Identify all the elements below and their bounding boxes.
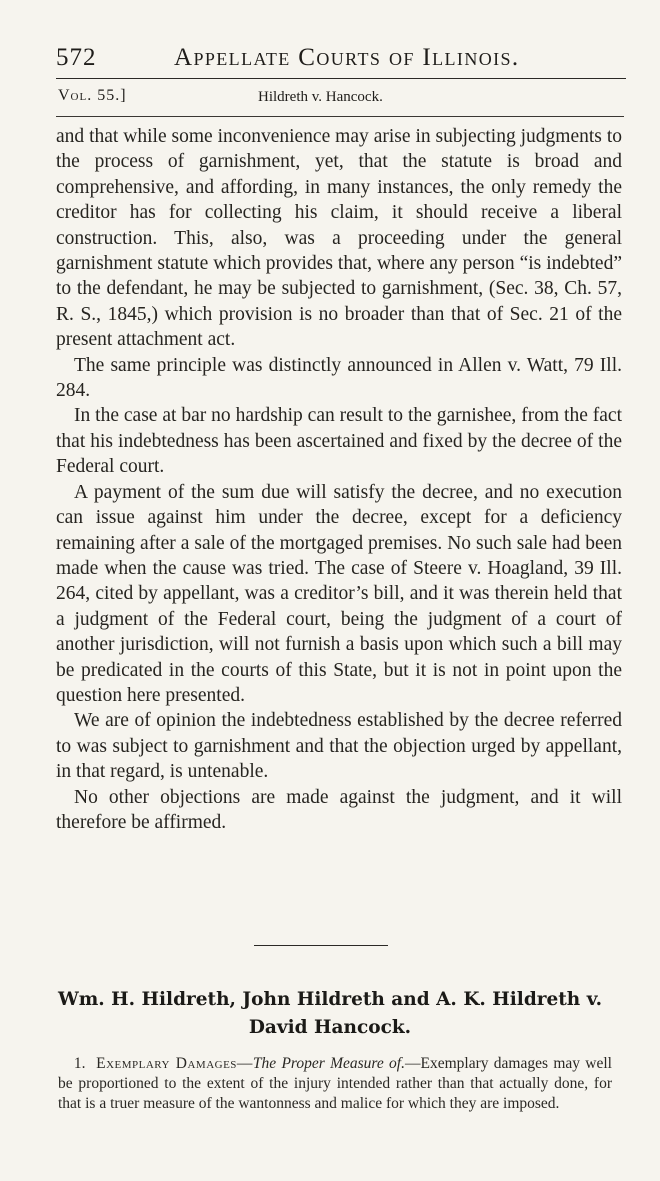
running-head — [56, 40, 626, 76]
headnote-subtopic: The Proper Measure of. — [252, 1055, 405, 1072]
subhead — [56, 84, 626, 114]
volume-label: Vol. 55.] — [58, 87, 127, 104]
paragraph: The same principle was distinctly announced in Allen v. Watt, 79 Ill. 284. — [56, 354, 622, 402]
case-running-title: Hildreth v. Hancock. — [258, 89, 383, 105]
headnote-number: 1. — [73, 1055, 86, 1072]
page-number: 572 — [56, 44, 97, 71]
paragraph: and that while some inconvenience may arise in subjecting judgments to the process of garnishment, yet, that the statute is broad and comprehensive, and affording, in many instances, the only remedy the creditor has for collecting his claim, it should receive a liberal construction. This, also, was a proceeding under the general garnishment statute which provides that, where any person “is indebted” to the defendant, he may be subjected to garnishment, (Sec. 38, Ch. 57, R. S., 1845,) which provision is no broader than that of Sec. 21 of the present attachment act. — [56, 126, 622, 351]
paragraph: We are of opinion the indebtedness established by the decree referred to was subject to garnishment and that the objection urged by appellant, in that regard, is untenable. — [56, 710, 622, 783]
book-title: Appellate Courts of Illinois. — [174, 44, 520, 71]
paragraph: A payment of the sum due will satisfy the decree, and no execution can issue against him under the decree, except for a deficiency remaining after a sale of the mortgaged premises. No such sale had been made when the cause was tried. The case of Steere v. Hoagland, 39 Ill. 264, cited by appellant, was a creditor’s bill, and it was therein held that a judgment of the Federal court, being the judgment of a court of another jurisdiction, will not furnish a basis upon which such a bill may be predicated in the courts of this State, but it is not in point upon the question here presented. — [56, 481, 622, 706]
case-title-line: David Hancock. — [248, 1017, 412, 1038]
paragraph: In the case at bar no hardship can result to the garnishee, from the fact that his indebtedness has been ascertained and fixed by the decree of the Federal court. — [56, 405, 622, 478]
headnote-text: —Exemplary damages may well be proportioned to the extent of the injury intended rather than that actually done, for that is a truer measure of the wantonness and malice for which they are imposed. — [58, 1055, 612, 1112]
section-divider — [254, 945, 388, 946]
header-rule — [56, 78, 626, 79]
headnote — [58, 1054, 612, 1114]
opinion-text — [56, 124, 622, 835]
headnote-topic: Exemplary Damages— — [96, 1055, 253, 1072]
case-title — [40, 986, 620, 1042]
paragraph: No other objections are made against the judgment, and it will therefore be affirmed. — [56, 786, 622, 833]
case-title-line: Wm. H. Hildreth, John Hildreth and A. K. Hildreth v. — [57, 989, 603, 1010]
subhead-rule — [56, 116, 624, 117]
